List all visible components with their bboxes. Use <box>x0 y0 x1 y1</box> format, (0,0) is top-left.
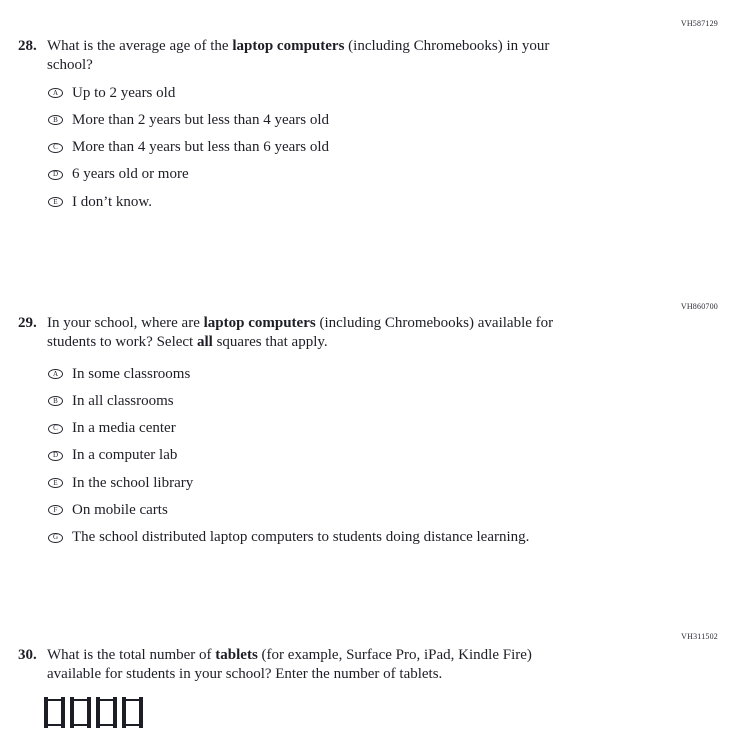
prompt-text: school? <box>47 57 93 73</box>
prompt-line <box>47 37 549 56</box>
option-label: More than 2 years but less than 4 years old <box>72 111 330 128</box>
option-label: In a computer lab <box>72 447 178 464</box>
q28-option-c[interactable] <box>48 138 329 158</box>
q28-option-e[interactable] <box>48 192 329 212</box>
question-29-number: 29. <box>18 315 37 331</box>
prompt-text-bold: all <box>196 334 213 350</box>
prompt-text-bold: laptop computers <box>232 38 345 54</box>
question-30-prompt <box>47 646 532 684</box>
prompt-text: available for students in your school? Enter the number of tablets. <box>47 666 443 682</box>
prompt-text: squares that apply. <box>212 334 328 350</box>
question-29-code: VH860700 <box>680 302 718 311</box>
option-letter: B <box>53 396 58 405</box>
answer-bubble-e-icon[interactable] <box>48 197 63 207</box>
answer-bubble-c-icon[interactable] <box>48 424 63 434</box>
option-letter: D <box>52 451 59 460</box>
option-letter: C <box>53 143 58 152</box>
q28-option-d[interactable] <box>48 165 329 185</box>
prompt-line <box>47 665 532 684</box>
answer-bubble-d-icon[interactable] <box>48 170 63 180</box>
question-28-code: VH587129 <box>680 19 718 28</box>
question-29-prompt <box>47 314 553 352</box>
prompt-text: What is the total number of <box>47 647 216 663</box>
answer-bubble-e-icon[interactable] <box>48 478 63 488</box>
option-letter: E <box>53 197 58 206</box>
q29-option-c[interactable] <box>48 419 529 439</box>
option-letter: C <box>53 424 58 433</box>
option-letter: D <box>52 170 59 179</box>
option-label: In the school library <box>72 474 194 491</box>
answer-bubble-b-icon[interactable] <box>48 115 63 125</box>
answer-bubble-a-icon[interactable] <box>48 369 63 379</box>
prompt-line <box>47 314 553 333</box>
digit-box-3[interactable] <box>96 697 117 728</box>
question-28-prompt <box>47 37 549 75</box>
question-30-code: VH311502 <box>681 632 718 641</box>
answer-bubble-f-icon[interactable] <box>48 505 63 515</box>
question-28-number: 28. <box>18 38 37 54</box>
answer-bubble-c-icon[interactable] <box>48 143 63 153</box>
q29-option-b[interactable] <box>48 391 529 411</box>
prompt-line <box>47 646 532 665</box>
prompt-line <box>47 56 549 75</box>
option-letter: A <box>52 88 59 97</box>
answer-bubble-d-icon[interactable] <box>48 451 63 461</box>
prompt-text: students to work? Select <box>47 334 197 350</box>
option-letter: A <box>52 369 59 378</box>
q29-option-e[interactable] <box>48 473 529 493</box>
option-label: More than 4 years but less than 6 years old <box>72 139 330 156</box>
option-label: Up to 2 years old <box>72 84 176 101</box>
prompt-text: What is the average age of the <box>47 38 233 54</box>
option-letter: F <box>53 505 58 514</box>
q28-option-a[interactable] <box>48 83 329 103</box>
q29-option-g[interactable] <box>48 528 529 548</box>
question-28-options <box>48 83 329 219</box>
q28-option-b[interactable] <box>48 110 329 130</box>
option-label: On mobile carts <box>72 501 168 518</box>
option-label: I don’t know. <box>72 193 152 210</box>
prompt-line <box>47 333 553 352</box>
prompt-text-bold: laptop computers <box>203 315 316 331</box>
question-29-options <box>48 364 529 555</box>
option-label: In all classrooms <box>72 392 174 409</box>
option-letter: E <box>53 478 58 487</box>
answer-bubble-b-icon[interactable] <box>48 396 63 406</box>
prompt-text: (for example, Surface Pro, iPad, Kindle Fire) <box>257 647 532 663</box>
option-letter: G <box>52 533 59 542</box>
option-label: In some classrooms <box>72 365 191 382</box>
digit-box-1[interactable] <box>44 697 65 728</box>
digit-box-2[interactable] <box>70 697 91 728</box>
q29-option-f[interactable] <box>48 500 529 520</box>
tablet-count-entry <box>44 697 143 728</box>
q29-option-d[interactable] <box>48 446 529 466</box>
q29-option-a[interactable] <box>48 364 529 384</box>
prompt-text: (including Chromebooks) in your <box>344 38 550 54</box>
prompt-text: (including Chromebooks) available for <box>315 315 554 331</box>
option-label: The school distributed laptop computers to students doing distance learning. <box>72 529 530 546</box>
option-label: 6 years old or more <box>72 166 189 183</box>
answer-bubble-a-icon[interactable] <box>48 88 63 98</box>
option-letter: B <box>53 115 58 124</box>
prompt-text-bold: tablets <box>215 647 258 663</box>
option-label: In a media center <box>72 420 176 437</box>
digit-box-4[interactable] <box>122 697 143 728</box>
question-30-number: 30. <box>18 647 37 663</box>
prompt-text: In your school, where are <box>47 315 204 331</box>
answer-bubble-g-icon[interactable] <box>48 533 63 543</box>
